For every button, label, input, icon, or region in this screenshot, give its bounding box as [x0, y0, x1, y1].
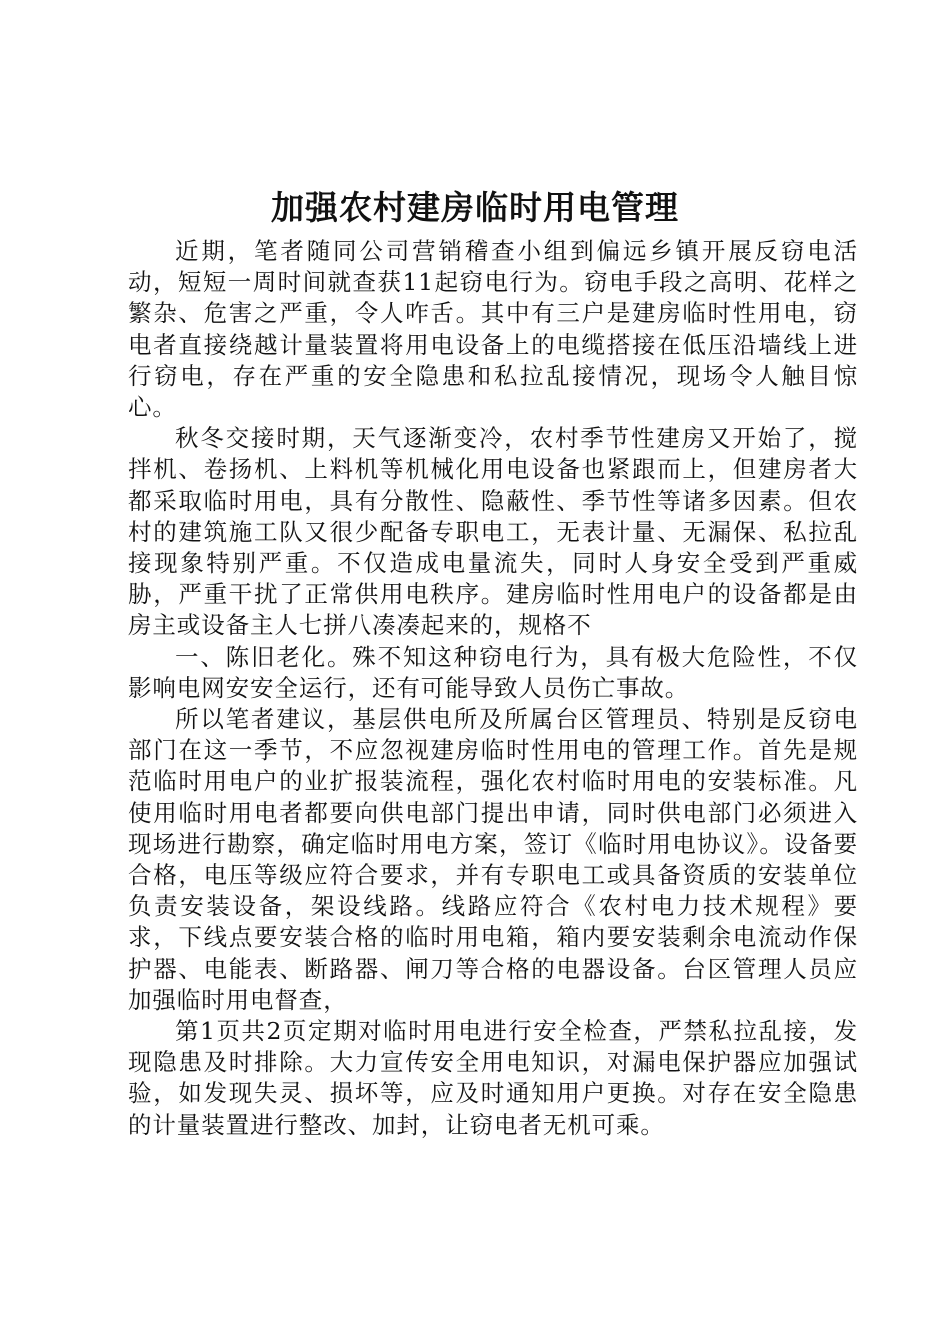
paragraph-conclusion: 第1页共2页定期对临时用电进行安全检查，严禁私拉乱接，发现隐患及时排除。大力宣传安全用电知识，对漏电保护器应加强试验，如发现失灵、损坏等，应及时通知用户更换。对存在安全隐患的计量装置进行整改、加封，让窃电者无机可乘。	[128, 1017, 858, 1139]
paragraph-suggestions: 所以笔者建议，基层供电所及所属台区管理员、特别是反窃电部门在这一季节，不应忽视建房临时性用电的管理工作。首先是规范临时用电户的业扩报装流程，强化农村临时用电的安装标准。凡使用临时用电者都要向供电部门提出申请，同时供电部门必须进入现场进行勘察，确定临时用电方案，签订《临时用电协议》。设备要合格，电压等级应符合要求，并有专职电工或具备资质的安装单位负责安装设备，架设线路。线路应符合《农村电力技术规程》要求，下线点要安装合格的临时用电箱，箱内要安装剩余电流动作保护器、电能表、断路器、闸刀等合格的电器设备。台区管理人员应加强临时用电督查，	[128, 705, 858, 1014]
paragraph-point-one: 一、陈旧老化。殊不知这种窃电行为，具有极大危险性，不仅影响电网安安全运行，还有可能导致人员伤亡事故。	[128, 642, 858, 702]
document-title: 加强农村建房临时用电管理	[271, 188, 679, 227]
paragraph-intro: 近期，笔者随同公司营销稽查小组到偏远乡镇开展反窃电活动，短短一周时间就查获11起窃电行为。窃电手段之高明、花样之繁杂、危害之严重，令人咋舌。其中有三户是建房临时性用电，窃电者直接绕越计量装置将用电设备上的电缆搭接在低压沿墙线上进行窃电，存在严重的安全隐患和私拉乱接情况，现场令人触目惊心。	[128, 237, 858, 422]
document-body	[128, 236, 858, 1141]
paragraph-background: 秋冬交接时期，天气逐渐变冷，农村季节性建房又开始了，搅拌机、卷扬机、上料机等机械化用电设备也紧跟而上，但建房者大都采取临时用电，具有分散性、隐蔽性、季节性等诸多因素。但农村的建筑施工队又很少配备专职电工，无表计量、无漏保、私拉乱接现象特别严重。不仅造成电量流失，同时人身安全受到严重威胁，严重干扰了正常供用电秩序。建房临时性用电户的设备都是由房主或设备主人七拼八凑凑起来的，规格不	[128, 424, 858, 640]
